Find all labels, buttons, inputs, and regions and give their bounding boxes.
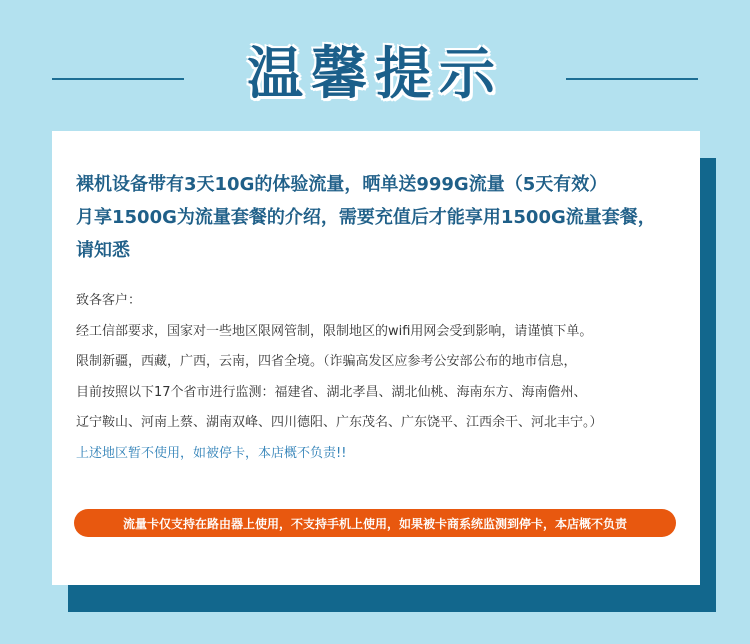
notice-line: 辽宁鞍山、河南上蔡、湖南双峰、四川德阳、广东茂名、广东饶平、江西余干、河北丰宁。） <box>76 415 603 430</box>
notice-warning: 上述地区暂不使用，如被停卡，本店概不负责!! <box>76 445 347 461</box>
page-title: 温馨提示 <box>247 42 503 107</box>
notice-greeting: 致各客户： <box>76 293 142 308</box>
headline <box>76 168 696 267</box>
notice-line: 目前按照以下17个省市进行监测：福建省、湖北孝昌、湖北仙桃、海南东方、海南儋州、 <box>76 384 587 400</box>
notice-line: 限制新疆，西藏，广西，云南，四省全境。（诈骗高发区应参考公安部公布的地市信息， <box>76 354 577 369</box>
warning-banner: 流量卡仅支持在路由器上使用，不支持手机上使用，如果被卡商系统监测到停卡，本店概不负责 <box>74 509 676 537</box>
notice-line: 经工信部要求，国家对一些地区限网管制，限制地区的wifi用网会受到影响，请谨慎下单。 <box>76 323 593 339</box>
notice-body <box>76 286 696 469</box>
headline-line: 请知悉 <box>76 240 130 261</box>
headline-line: 月享1500G为流量套餐的介绍，需要充值后才能享用1500G流量套餐， <box>76 207 656 228</box>
headline-line: 裸机设备带有3天10G的体验流量，晒单送999G流量（5天有效） <box>76 174 608 195</box>
